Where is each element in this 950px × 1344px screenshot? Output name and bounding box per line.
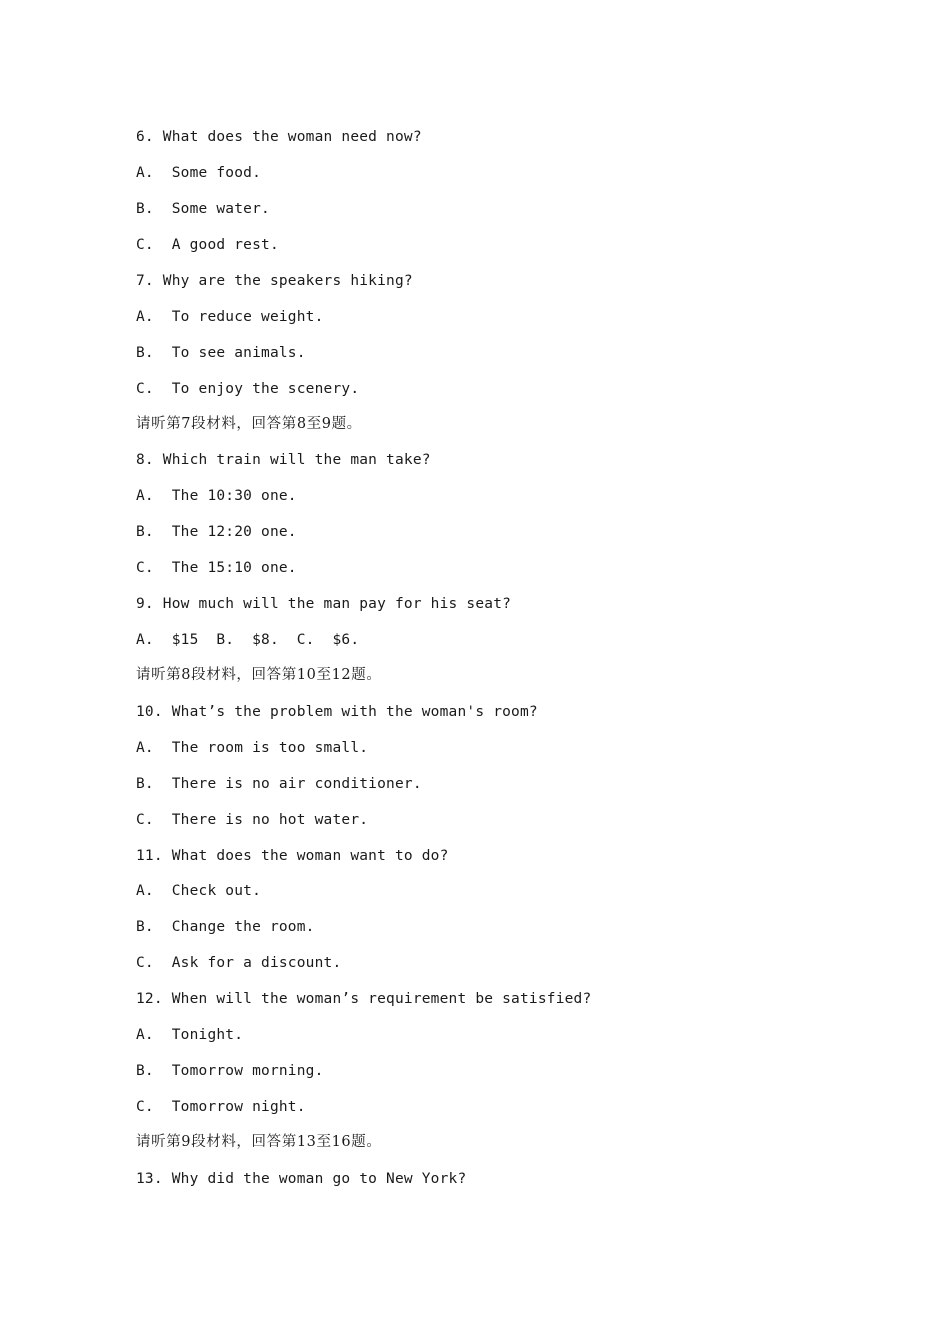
question-10: 10. What’s the problem with the woman's room?	[136, 704, 538, 720]
option-12b: B. Tomorrow morning.	[136, 1063, 324, 1079]
question-7: 7. Why are the speakers hiking?	[136, 273, 413, 289]
option-7c: C. To enjoy the scenery.	[136, 381, 360, 397]
option-12c: C. Tomorrow night.	[136, 1099, 306, 1115]
question-8: 8. Which train will the man take?	[136, 452, 431, 468]
question-13: 13. Why did the woman go to New York?	[136, 1171, 467, 1187]
option-7b: B. To see animals.	[136, 345, 306, 361]
section-instruction-7: 请听第7段材料，回答第8至9题。	[136, 416, 362, 432]
question-6: 6. What does the woman need now?	[136, 129, 422, 145]
option-8b: B. The 12:20 one.	[136, 524, 297, 540]
section-instruction-8: 请听第8段材料，回答第10至12题。	[136, 667, 382, 683]
question-12: 12. When will the woman’s requirement be satisfied?	[136, 991, 592, 1007]
option-6b: B. Some water.	[136, 201, 270, 217]
question-11: 11. What does the woman want to do?	[136, 848, 449, 864]
options-9: A. $15 B. $8. C. $6.	[136, 632, 360, 648]
option-11c: C. Ask for a discount.	[136, 955, 342, 971]
section-instruction-9: 请听第9段材料，回答第13至16题。	[136, 1134, 382, 1150]
option-8a: A. The 10:30 one.	[136, 488, 297, 504]
question-9: 9. How much will the man pay for his seat?	[136, 596, 512, 612]
option-6a: A. Some food.	[136, 165, 262, 181]
option-12a: A. Tonight.	[136, 1027, 244, 1043]
option-10b: B. There is no air conditioner.	[136, 776, 422, 792]
option-10a: A. The room is too small.	[136, 740, 369, 756]
option-11b: B. Change the room.	[136, 919, 315, 935]
option-10c: C. There is no hot water.	[136, 812, 369, 828]
option-7a: A. To reduce weight.	[136, 309, 324, 325]
option-6c: C. A good rest.	[136, 237, 279, 253]
option-8c: C. The 15:10 one.	[136, 560, 297, 576]
option-11a: A. Check out.	[136, 883, 262, 899]
